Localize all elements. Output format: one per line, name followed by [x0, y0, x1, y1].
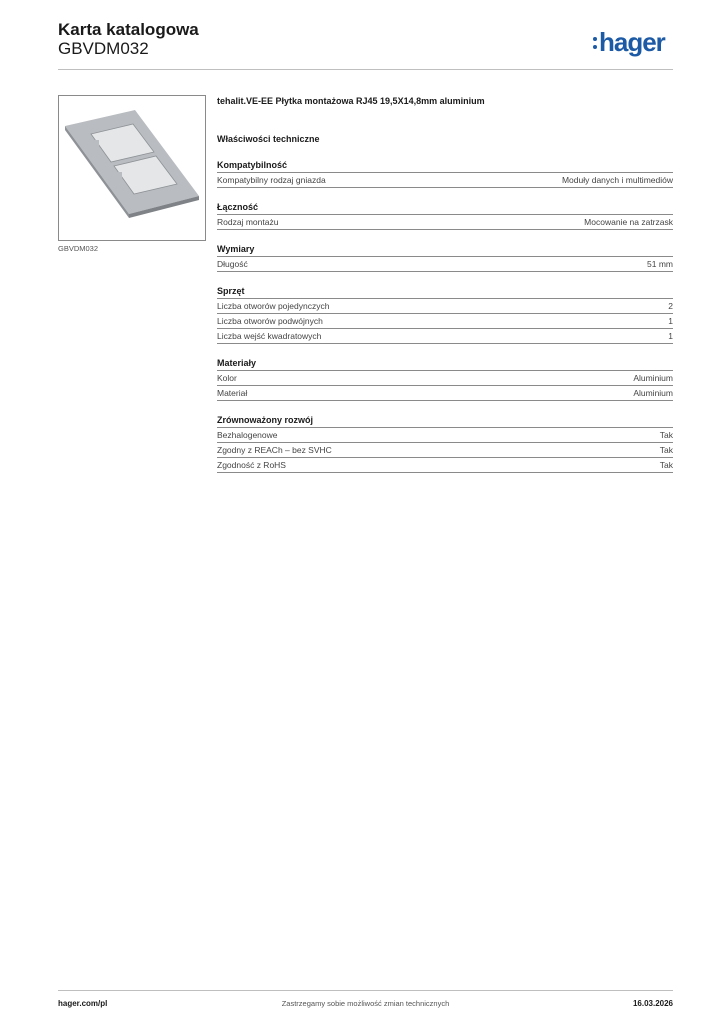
spec-label: Liczba otworów pojedynczych: [217, 301, 330, 311]
product-details: [217, 96, 673, 487]
spec-row: [217, 443, 673, 458]
spec-row: [217, 314, 673, 329]
hager-logo: [593, 28, 673, 56]
spec-label: Kolor: [217, 373, 237, 383]
spec-row: [217, 215, 673, 230]
page-footer: [58, 990, 673, 1015]
group-title: Materiały: [217, 358, 673, 371]
group-title: Kompatybilność: [217, 160, 673, 173]
document-type: Karta katalogowa: [58, 20, 199, 39]
footer-date: 16.03.2026: [632, 999, 673, 1008]
spec-label: Liczba otworów podwójnych: [217, 316, 323, 326]
spec-row: [217, 257, 673, 272]
spec-value: Aluminium: [633, 373, 673, 383]
group-title: Łączność: [217, 202, 673, 215]
group-connectivity: [217, 202, 673, 230]
spec-label: Rodzaj montażu: [217, 217, 279, 227]
spec-label: Liczba wejść kwadratowych: [217, 331, 322, 341]
footer-website-link[interactable]: hager.com/pl: [58, 999, 108, 1008]
spec-row: [217, 428, 673, 443]
spec-row: [217, 386, 673, 401]
spec-value: Aluminium: [633, 388, 673, 398]
spec-value: 2: [668, 301, 673, 311]
spec-label: Zgodność z RoHS: [217, 460, 286, 470]
group-title: Wymiary: [217, 244, 673, 257]
spec-row: [217, 173, 673, 188]
group-hardware: [217, 286, 673, 344]
image-caption: GBVDM032: [58, 244, 99, 253]
group-sustainability: [217, 415, 673, 473]
product-title: tehalit.VE-EE Płytka montażowa RJ45 19,5X14,8mm aluminium: [217, 96, 485, 106]
group-compatibility: [217, 160, 673, 188]
spec-row: [217, 299, 673, 314]
group-title: Sprzęt: [217, 286, 673, 299]
spec-label: Kompatybilny rodzaj gniazda: [217, 175, 326, 185]
spec-value: 51 mm: [647, 259, 673, 269]
section-title: Właściwości techniczne: [217, 134, 320, 144]
page-header: [58, 20, 673, 70]
spec-row: [217, 371, 673, 386]
spec-label: Bezhalogenowe: [217, 430, 278, 440]
spec-value: Moduły danych i multimediów: [561, 175, 673, 185]
footer-notice: Zastrzegamy sobie możliwość zmian technicznych: [281, 999, 450, 1008]
spec-value: 1: [668, 331, 673, 341]
spec-value: 1: [668, 316, 673, 326]
spec-label: Długość: [217, 259, 248, 269]
group-dimensions: [217, 244, 673, 272]
spec-value: Tak: [659, 460, 673, 470]
spec-row: [217, 329, 673, 344]
group-title: Zrównoważony rozwój: [217, 415, 673, 428]
product-code: GBVDM032: [58, 39, 149, 58]
spec-label: Zgodny z REACh – bez SVHC: [217, 445, 332, 455]
spec-value: Mocowanie na zatrzask: [584, 217, 673, 227]
spec-value: Tak: [659, 445, 673, 455]
group-materials: [217, 358, 673, 401]
mounting-plate-illustration: [59, 96, 205, 240]
spec-label: Materiał: [217, 388, 248, 398]
logo-text: hager: [599, 27, 665, 57]
logo-dots-icon: [593, 37, 597, 51]
spec-row: [217, 458, 673, 473]
spec-value: Tak: [659, 430, 673, 440]
product-image: [58, 95, 206, 241]
